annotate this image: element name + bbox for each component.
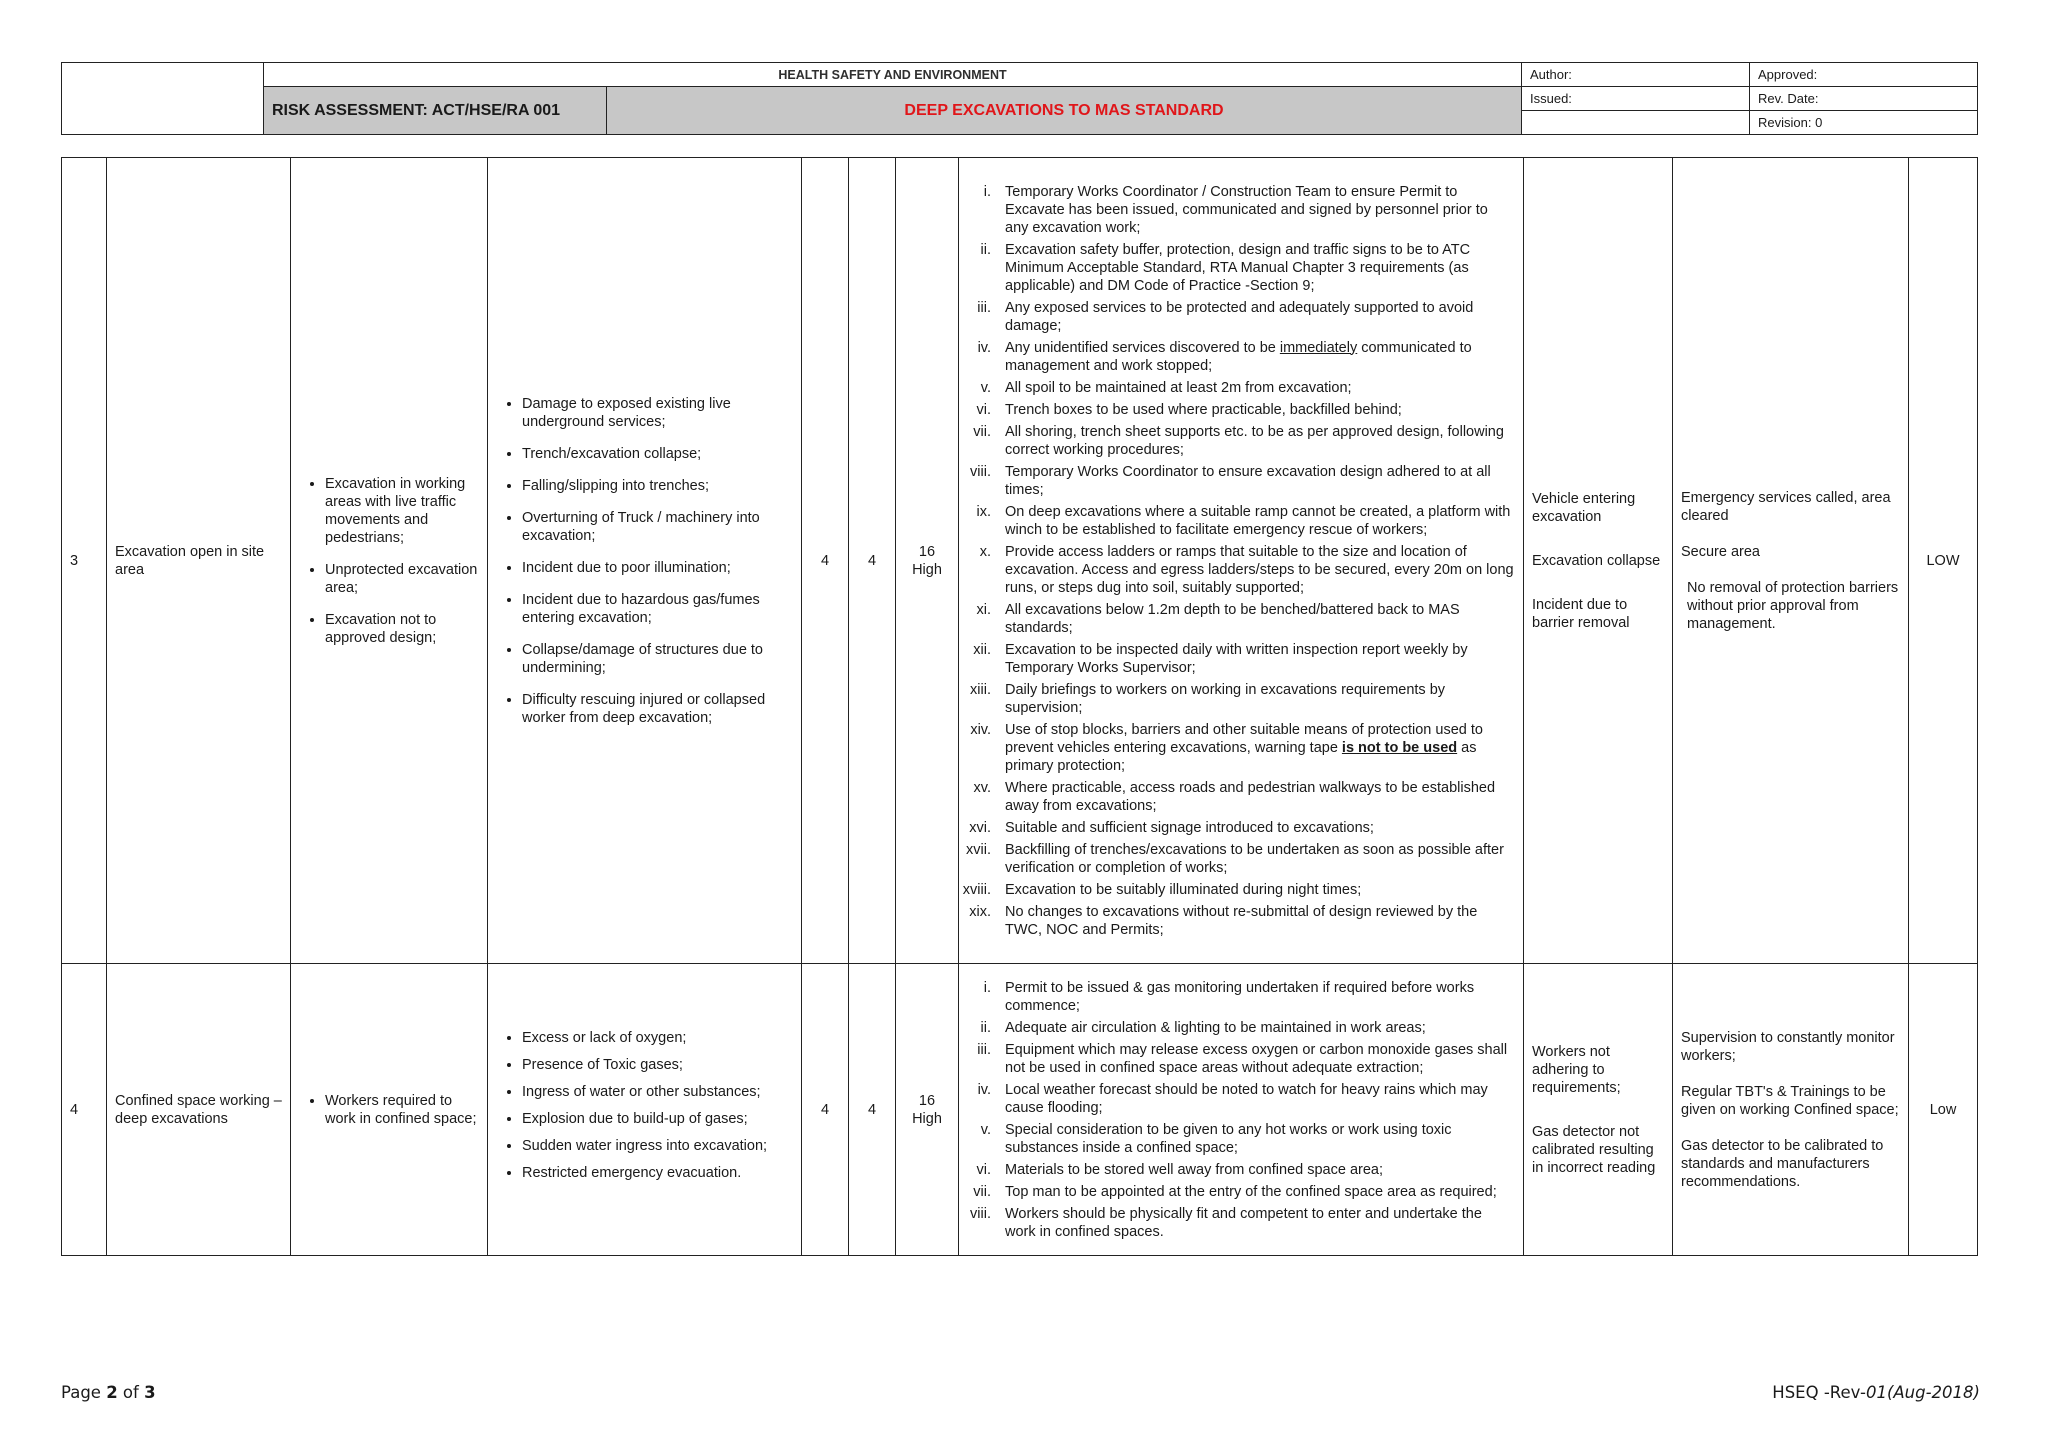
hazards-cell [291,158,488,964]
revision-field: Revision: 0 [1750,111,1978,135]
control-text: Special consideration to be given to any hot works or work using toxic substances inside a confined space; [1005,1121,1452,1156]
control-text: Temporary Works Coordinator to ensure excavation design adhered to at all times; [1005,463,1491,498]
score-value: 16 [918,543,936,560]
control-item [959,379,1515,397]
control-numeral: x. [979,543,991,560]
control-item [959,401,1515,419]
document-header [61,62,1978,135]
control-text: Any exposed services to be protected and adequately supported to avoid damage; [1005,299,1474,334]
control-text: All excavations below 1.2m depth to be benched/battered back to MAS standards; [1005,601,1460,636]
emergency-measure: No removal of protection barriers without prior approval from management. [1687,579,1899,632]
severity: 4 [849,158,896,964]
residual-hazard: Excavation collapse [1532,552,1661,569]
control-item [959,819,1515,837]
control-numeral: xviii. [962,881,991,898]
row-number: 3 [62,158,107,964]
residual-risk: Low [1909,964,1978,1256]
control-numeral: iii. [977,1041,991,1058]
blank-cell [1522,111,1750,135]
control-text: Excavation to be suitably illuminated during night times; [1005,881,1362,898]
control-text: Materials to be stored well away from confined space area; [1005,1161,1383,1178]
control-numeral: xix. [969,903,991,920]
control-numeral: i. [983,183,991,200]
emergency-measures-cell [1673,964,1909,1256]
table-row [62,158,1978,964]
hazard-item: • Excavation in working areas with live traffic movements and pedestrians; [325,475,479,547]
control-text: Where practicable, access roads and pedestrian walkways to be established away from excavations; [1005,779,1496,814]
control-text: Suitable and sufficient signage introduced to excavations; [1005,819,1374,836]
control-numeral: viii. [970,1205,991,1222]
control-text: Use of stop blocks, barriers and other suitable means of protection used to prevent vehicles entering excavations, warning tape is not to be used as primary protection; [1005,721,1483,774]
table-row [62,964,1978,1256]
approved-field: Approved: [1750,63,1978,87]
hazard-item: • Excavation not to approved design; [325,611,479,647]
score-value: 16 [918,1092,936,1109]
emergency-measure: Supervision to constantly monitor workers; [1681,1029,1895,1064]
control-text: On deep excavations where a suitable ramp cannot be created, a platform with winch to be established to facilitate emergency rescue of workers; [1005,503,1511,538]
control-numeral: ii. [980,1019,991,1036]
control-item [959,503,1515,539]
control-text: All spoil to be maintained at least 2m from excavation; [1005,379,1352,396]
control-item [959,1019,1515,1037]
risks-cell [488,158,802,964]
control-item [959,641,1515,677]
activity: Excavation open in site area [107,158,291,964]
control-text: Daily briefings to workers on working in excavations requirements by supervision; [1005,681,1446,716]
activity: Confined space working – deep excavations [107,964,291,1256]
residual-hazard: Incident due to barrier removal [1532,596,1630,631]
control-item [959,979,1515,1015]
severity: 4 [849,964,896,1256]
control-numeral: iii. [977,299,991,316]
control-item [959,339,1515,375]
control-text: Local weather forecast should be noted to watch for heavy rains which may cause flooding; [1005,1081,1488,1116]
control-item [959,1183,1515,1201]
control-item [959,903,1515,939]
hazard-item: • Workers required to work in confined space; [325,1092,479,1128]
control-numeral: xiv. [970,721,991,738]
control-item [959,1121,1515,1157]
control-item [959,423,1515,459]
risk-item: • Overturning of Truck / machinery into excavation; [522,509,793,545]
org-title: HEALTH SAFETY AND ENVIRONMENT [264,63,1522,87]
author-field: Author: [1522,63,1750,87]
control-text: Adequate air circulation & lighting to be maintained in work areas; [1005,1019,1426,1036]
emergency-measure: Secure area [1681,543,1760,560]
control-item [959,543,1515,597]
hazards-cell [291,964,488,1256]
risk-item: • Sudden water ingress into excavation; [522,1137,793,1155]
control-numeral: xvii. [966,841,991,858]
control-item [959,1041,1515,1077]
emergency-measures-cell [1673,158,1909,964]
control-item [959,601,1515,637]
control-numeral: iv. [977,339,991,356]
logo-cell [62,63,264,135]
control-item [959,1205,1515,1241]
control-item [959,841,1515,877]
control-numeral: xvi. [969,819,991,836]
control-text: No changes to excavations without re-submittal of design reviewed by the TWC, NOC and Permits; [1005,903,1478,938]
risk-table [61,157,1978,1256]
risk-item: • Excess or lack of oxygen; [522,1029,793,1047]
control-text: Workers should be physically fit and competent to enter and undertake the work in confined spaces. [1005,1205,1482,1240]
residual-hazards-cell [1524,158,1673,964]
risk-item: • Collapse/damage of structures due to undermining; [522,641,793,677]
control-numeral: viii. [970,463,991,480]
controls-cell [959,158,1524,964]
score-rating: High [912,561,942,578]
document-title: DEEP EXCAVATIONS TO MAS STANDARD [607,87,1522,135]
likelihood: 4 [802,964,849,1256]
control-text: Equipment which may release excess oxygen or carbon monoxide gases shall not be used in confined space areas without adequate extraction; [1005,1041,1508,1076]
residual-hazard: Workers not adhering to requirements; [1532,1043,1621,1096]
risk-item: • Ingress of water or other substances; [522,1083,793,1101]
emphasis-text: is not to be used [1341,739,1458,756]
residual-risk: LOW [1909,158,1978,964]
control-text: Excavation to be inspected daily with written inspection report weekly by Temporary Works Supervisor; [1005,641,1468,676]
control-numeral: v. [980,1121,991,1138]
control-numeral: xiii. [970,681,991,698]
control-numeral: xi. [976,601,991,618]
emergency-measure: Emergency services called, area cleared [1681,489,1891,524]
document-revision: HSEQ -Rev-01(Aug-2018) [1772,1383,1980,1402]
risk-item: • Damage to exposed existing live underground services; [522,395,793,431]
risk-item: • Presence of Toxic gases; [522,1056,793,1074]
control-item [959,681,1515,717]
row-number: 4 [62,964,107,1256]
risk-item: • Incident due to poor illumination; [522,559,793,577]
control-text: Trench boxes to be used where practicable, backfilled behind; [1005,401,1402,418]
control-item [959,1161,1515,1179]
score-rating: High [912,1110,942,1127]
risk-item: • Explosion due to build-up of gases; [522,1110,793,1128]
risk-item: • Falling/slipping into trenches; [522,477,793,495]
risk-item: • Trench/excavation collapse; [522,445,793,463]
hazard-item: • Unprotected excavation area; [325,561,479,597]
control-numeral: v. [980,379,991,396]
emphasis-text: immediately [1279,339,1358,356]
control-item [959,183,1515,237]
control-text: All shoring, trench sheet supports etc. to be as per approved design, following correct working procedures; [1005,423,1504,458]
control-text: Permit to be issued & gas monitoring undertaken if required before works commence; [1005,979,1475,1014]
residual-hazards-cell [1524,964,1673,1256]
control-item [959,779,1515,815]
control-item [959,721,1515,775]
control-numeral: ix. [976,503,991,520]
control-numeral: vii. [973,1183,991,1200]
control-numeral: xii. [973,641,991,658]
control-item [959,1081,1515,1117]
control-numeral: i. [983,979,991,996]
emergency-measure: Gas detector to be calibrated to standards and manufacturers recommendations. [1681,1137,1884,1190]
control-text: Any unidentified services discovered to be immediately communicated to management and work stopped; [1005,339,1472,374]
control-item [959,881,1515,899]
control-text: Temporary Works Coordinator / Construction Team to ensure Permit to Excavate has been issued, communicated and signed by personnel prior to any excavation work; [1005,183,1488,236]
risks-cell [488,964,802,1256]
control-text: Top man to be appointed at the entry of the confined space area as required; [1005,1183,1497,1200]
control-numeral: vii. [973,423,991,440]
control-item [959,463,1515,499]
control-numeral: xv. [973,779,991,796]
control-item [959,241,1515,295]
risk-assessment-ref: RISK ASSESSMENT: ACT/HSE/RA 001 [264,87,607,135]
risk-score [896,158,959,964]
control-numeral: vi. [976,401,991,418]
controls-cell [959,964,1524,1256]
control-numeral: vi. [976,1161,991,1178]
control-text: Excavation safety buffer, protection, design and traffic signs to be to ATC Minimum Acceptable Standard, RTA Manual Chapter 3 requirements (as applicable) and DM Code of Practice -Section 9; [1005,241,1471,294]
control-item [959,299,1515,335]
residual-hazard: Vehicle entering excavation [1532,490,1636,525]
risk-item: • Difficulty rescuing injured or collapsed worker from deep excavation; [522,691,793,727]
page-number: Page 2 of 3 [61,1383,156,1402]
rev-date-field: Rev. Date: [1750,87,1978,111]
risk-item: • Incident due to hazardous gas/fumes entering excavation; [522,591,793,627]
control-text: Backfilling of trenches/excavations to be undertaken as soon as possible after verification or completion of works; [1005,841,1504,876]
likelihood: 4 [802,158,849,964]
control-numeral: iv. [977,1081,991,1098]
risk-item: • Restricted emergency evacuation. [522,1164,793,1182]
control-text: Provide access ladders or ramps that suitable to the size and location of excavation. Access and egress ladders/steps to be secured, every 20m on long runs, or steps dug into soil, suitably supported; [1005,543,1514,596]
risk-score [896,964,959,1256]
control-numeral: ii. [980,241,991,258]
issued-field: Issued: [1522,87,1750,111]
residual-hazard: Gas detector not calibrated resulting in incorrect reading [1532,1123,1656,1176]
emergency-measure: Regular TBT's & Trainings to be given on working Confined space; [1681,1083,1899,1118]
